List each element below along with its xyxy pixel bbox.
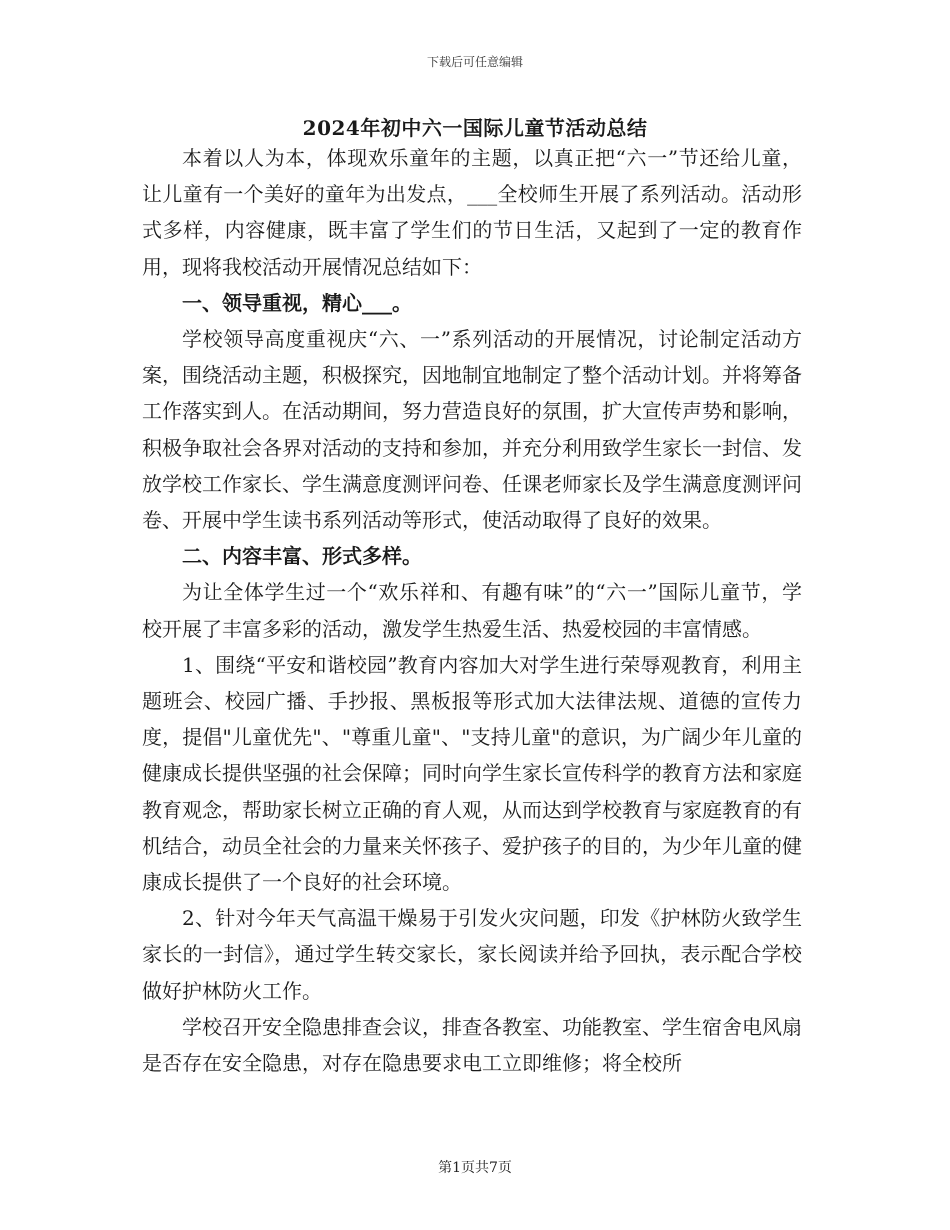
page-number: 第1页共7页 bbox=[438, 1160, 512, 1176]
paragraph-safety: 学校召开安全隐患排查会议，排查各教室、功能教室、学生宿舍电风扇是否存在安全隐患，对存在隐患要求电工立即维修；将全校所 bbox=[142, 1014, 802, 1076]
paragraph-section-1: 学校领导高度重视庆“六、一”系列活动的开展情况，讨论制定活动方案，围绕活动主题，积极探究，因地制宜地制定了整个活动计划。并将筹备工作落实到人。在活动期间，努力营造良好的氛围，扩大宣传声势和影响，积极争取社会各界对活动的支持和参加，并充分利用致学生家长一封信、发放学校工作家长、学生满意度测评问卷、任课老师家长及学生满意度测评问卷、开展中学生读书系列活动等形式，使活动取得了良好的效果。 bbox=[142, 327, 802, 533]
section-heading-1: 一、领导重视，精心___。 bbox=[182, 290, 412, 315]
paragraph-item-2: 2、针对今年天气高温干燥易于引发火灾问题，印发《护林防火致学生家长的一封信》，通过学生转交家长，家长阅读并给予回执，表示配合学校做好护林防火工作。 bbox=[142, 906, 802, 1003]
paragraph-item-1: 1、围绕“平安和谐校园”教育内容加大对学生进行荣辱观教育，利用主题班会、校园广播、手抄报、黑板报等形式加大法律法规、道德的宣传力度，提倡"儿童优先"、"尊重儿童"、"支持儿童"的意识，为广阔少年儿童的健康成长提供坚强的社会保障；同时向学生家长宣传科学的教育方法和家庭教育观念，帮助家长树立正确的育人观，从而达到学校教育与家庭教育的有机结合，动员全社会的力量来关怀孩子、爱护孩子的目的，为少年儿童的健康成长提供了一个良好的社会环境。 bbox=[142, 652, 802, 895]
section-heading-2: 二、内容丰富、形式多样。 bbox=[182, 544, 422, 569]
document-body bbox=[142, 140, 802, 1081]
document-title: 2024年初中六一国际儿童节活动总结 bbox=[302, 116, 648, 140]
paragraph-section-2-intro: 为让全体学生过一个“欢乐祥和、有趣有味”的“六一”国际儿童节，学校开展了丰富多彩的活动，激发学生热爱生活、热爱校园的丰富情感。 bbox=[142, 580, 802, 641]
paragraph-intro: 本着以人为本，体现欢乐童年的主题，以真正把“六一”节还给儿童，让儿童有一个美好的童年为出发点，___全校师生开展了系列活动。活动形式多样，内容健康，既丰富了学生们的节日生活，又起到了一定的教育作用，现将我校活动开展情况总结如下： bbox=[142, 146, 802, 279]
header-note: 下载后可任意编辑 bbox=[426, 55, 523, 69]
